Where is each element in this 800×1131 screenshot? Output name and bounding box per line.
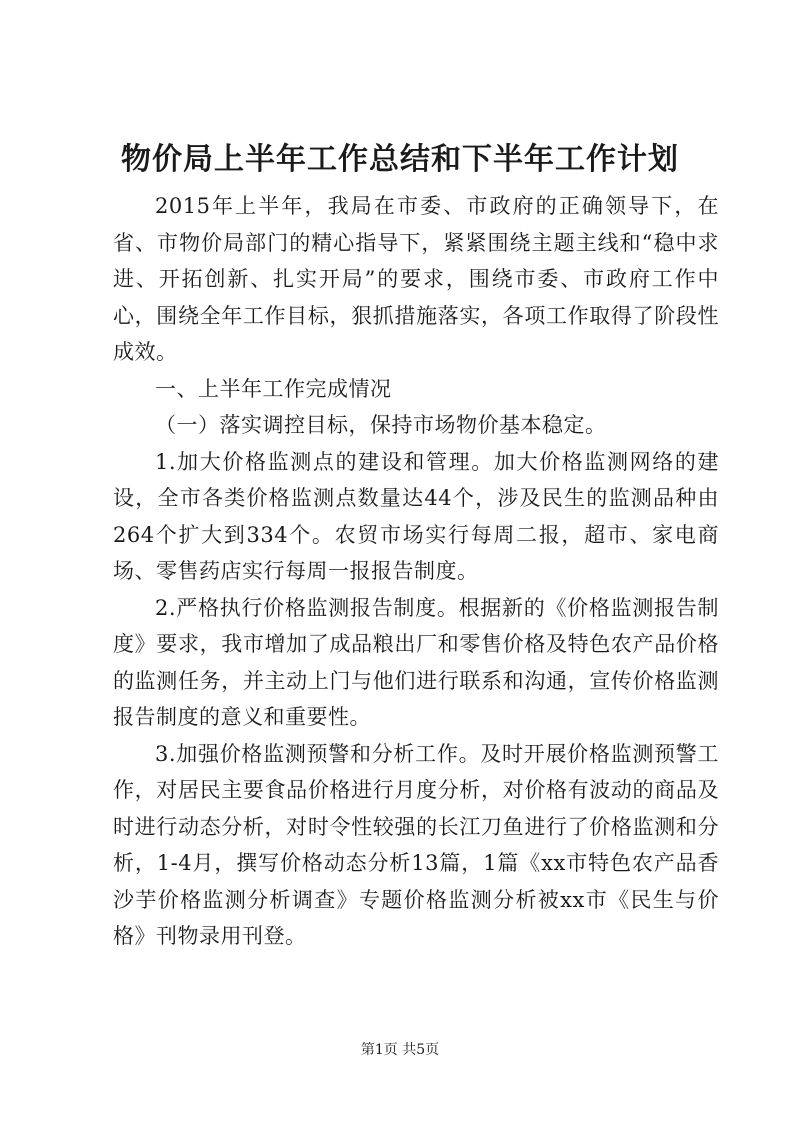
- paragraph-item-3: 3.加强价格监测预警和分析工作。及时开展价格监测预警工作，对居民主要食品价格进行月度分析，对价格有波动的商品及时进行动态分析，对时令性较强的长江刀鱼进行了价格监测和分析，1-4月，撰写价格动态分析13篇，1篇《xx市特色农产品香沙芋价格监测分析调查》专题价格监测分析被xx市《民生与价格》刊物录用刊登。: [113, 741, 719, 948]
- paragraph-item-2: 2.严格执行价格监测报告制度。根据新的《价格监测报告制度》要求，我市增加了成品粮出厂和零售价格及特色农产品价格的监测任务，并主动上门与他们进行联系和沟通，宣传价格监测报告制度的意义和重要性。: [113, 595, 719, 729]
- section-heading: 一、上半年工作完成情况: [155, 376, 392, 401]
- page-number-footer: 第1页 共5页: [360, 1042, 440, 1058]
- subsection-heading: （一）落实调控目标，保持市场物价基本稳定。: [155, 413, 607, 437]
- document-body: [113, 188, 719, 955]
- paragraph-intro: 2015年上半年，我局在市委、市政府的正确领导下，在省、市物价局部门的精心指导下，紧紧围绕主题主线和“稳中求进、开拓创新、扎实开局”的要求，围绕市委、市政府工作中心，围绕全年工作目标，狠抓措施落实，各项工作取得了阶段性成效。: [113, 194, 719, 364]
- document-title: 物价局上半年工作总结和下半年工作计划: [121, 142, 679, 177]
- paragraph-item-1: 1.加大价格监测点的建设和管理。加大价格监测网络的建设，全市各类价格监测点数量达44个，涉及民生的监测品种由264个扩大到334个。农贸市场实行每周二报，超市、家电商场、零售药店实行每周一报报告制度。: [113, 449, 719, 583]
